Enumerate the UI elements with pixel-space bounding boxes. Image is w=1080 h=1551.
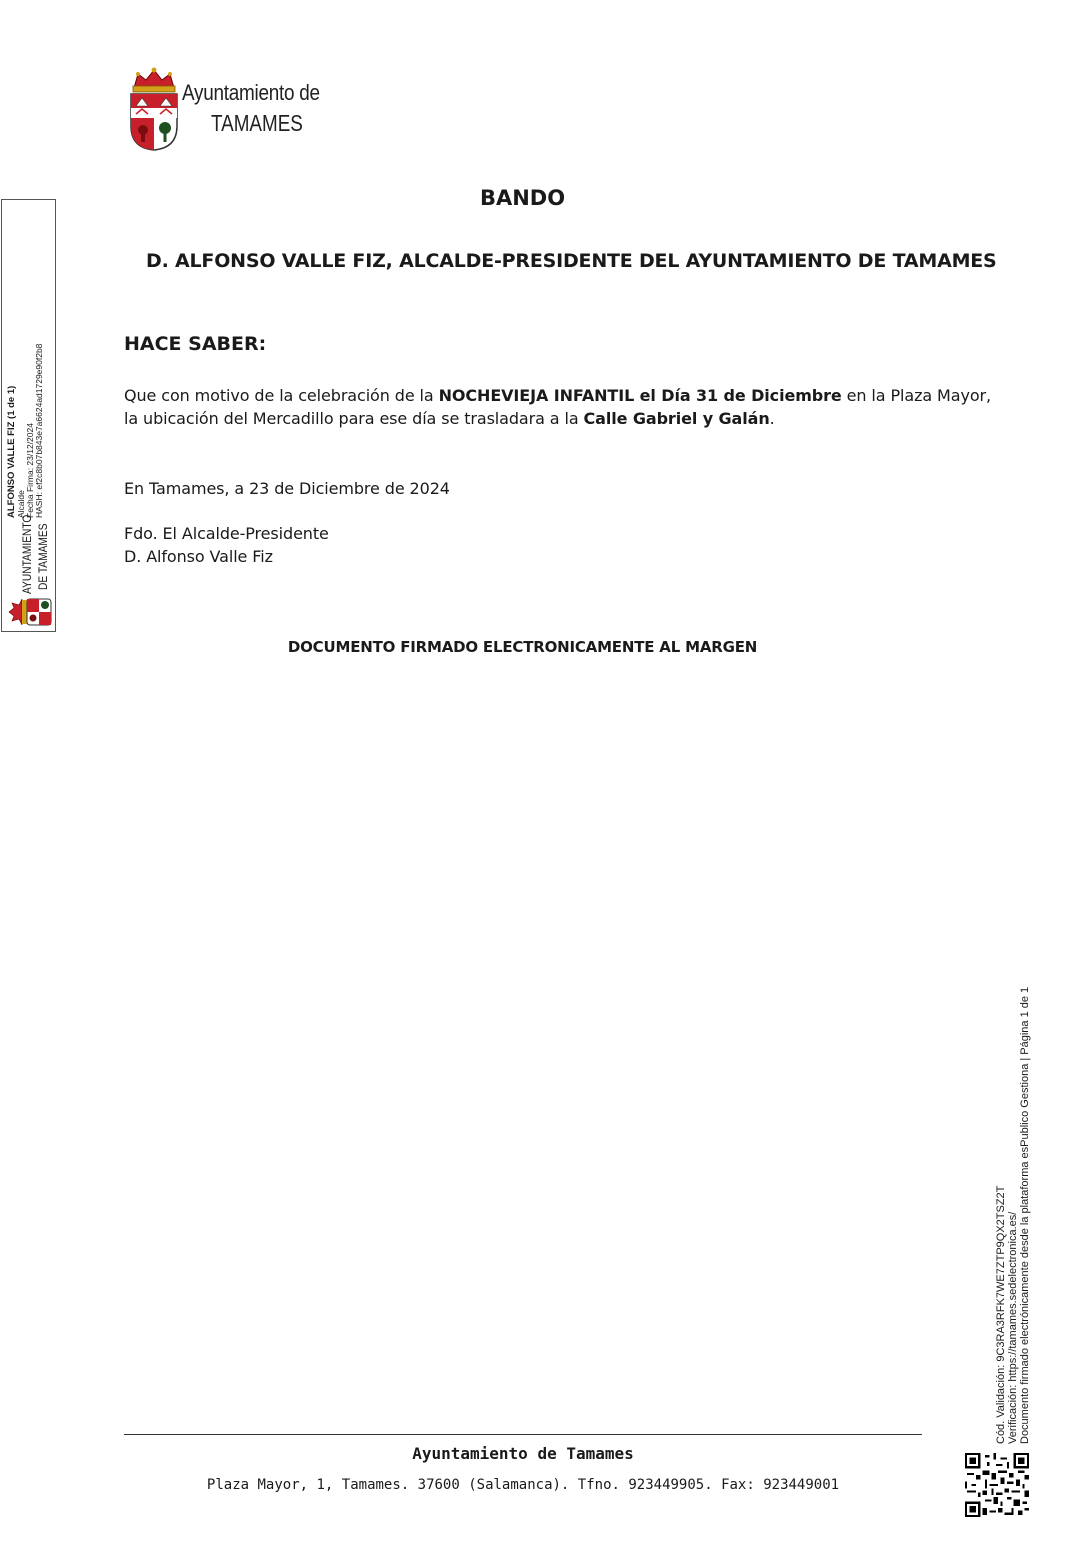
qr-code-icon <box>965 1453 1029 1517</box>
paragraph-text: en la Plaza Mayor, <box>841 386 991 405</box>
stamp-org-line2: DE TAMAMES <box>36 523 50 590</box>
signature-role: Fdo. El Alcalde-Presidente <box>124 524 329 543</box>
signature-name: D. Alfonso Valle Fiz <box>124 547 273 566</box>
paragraph-text: la ubicación del Mercadillo para ese día se trasladara a la <box>124 409 584 428</box>
stamp-coat-of-arms-icon <box>8 597 54 627</box>
stamp-signer: ALFONSO VALLE FIZ (1 de 1) <box>6 385 17 518</box>
paragraph-text: Que con motivo de la celebración de la <box>124 386 439 405</box>
verification-url[interactable]: Verificación: https://tamames.sedelectronica.es/ <box>1007 1211 1019 1444</box>
stamp-org-line1: AYUNTAMIENTO <box>20 514 34 594</box>
org-name-line1: Ayuntamiento de <box>182 80 320 105</box>
stamp-role: Alcalde <box>16 490 26 518</box>
paragraph-bold-event: NOCHEVIEJA INFANTIL el Día 31 de Diciembre <box>438 386 842 405</box>
signed-notice: DOCUMENTO FIRMADO ELECTRONICAMENTE AL MARGEN <box>287 638 758 656</box>
coat-of-arms-icon <box>128 66 180 152</box>
place-date: En Tamames, a 23 de Diciembre de 2024 <box>124 479 450 498</box>
paragraph-text: . <box>769 409 775 428</box>
footer-org-name: Ayuntamiento de Tamames <box>412 1444 634 1463</box>
org-name-line2: TAMAMES <box>211 110 303 136</box>
hace-saber-heading: HACE SABER: <box>124 333 267 355</box>
document-subtitle: D. ALFONSO VALLE FIZ, ALCALDE-PRESIDENTE DEL AYUNTAMIENTO DE TAMAMES <box>146 250 997 272</box>
stamp-date: Fecha Firma: 23/12/2024 <box>25 423 35 518</box>
verification-platform: Documento firmado electrónicamente desde la plataforma esPublico Gestiona | Página 1 de 1 <box>1019 986 1031 1444</box>
verification-code: Cód. Validación: 9C3RA3RFK7WE7ZTP9QX2TSZ2T <box>995 1185 1007 1444</box>
footer-address: Plaza Mayor, 1, Tamames. 37600 (Salamanca). Tfno. 923449905. Fax: 923449001 <box>206 1477 840 1493</box>
body-paragraph <box>124 384 991 430</box>
stamp-hash: HASH: ef2c8b07b843e7a6624ad1729e90f2b8 <box>34 343 44 518</box>
footer-divider <box>124 1434 922 1435</box>
paragraph-bold-street: Calle Gabriel y Galán <box>583 409 770 428</box>
document-title: BANDO <box>479 186 566 210</box>
